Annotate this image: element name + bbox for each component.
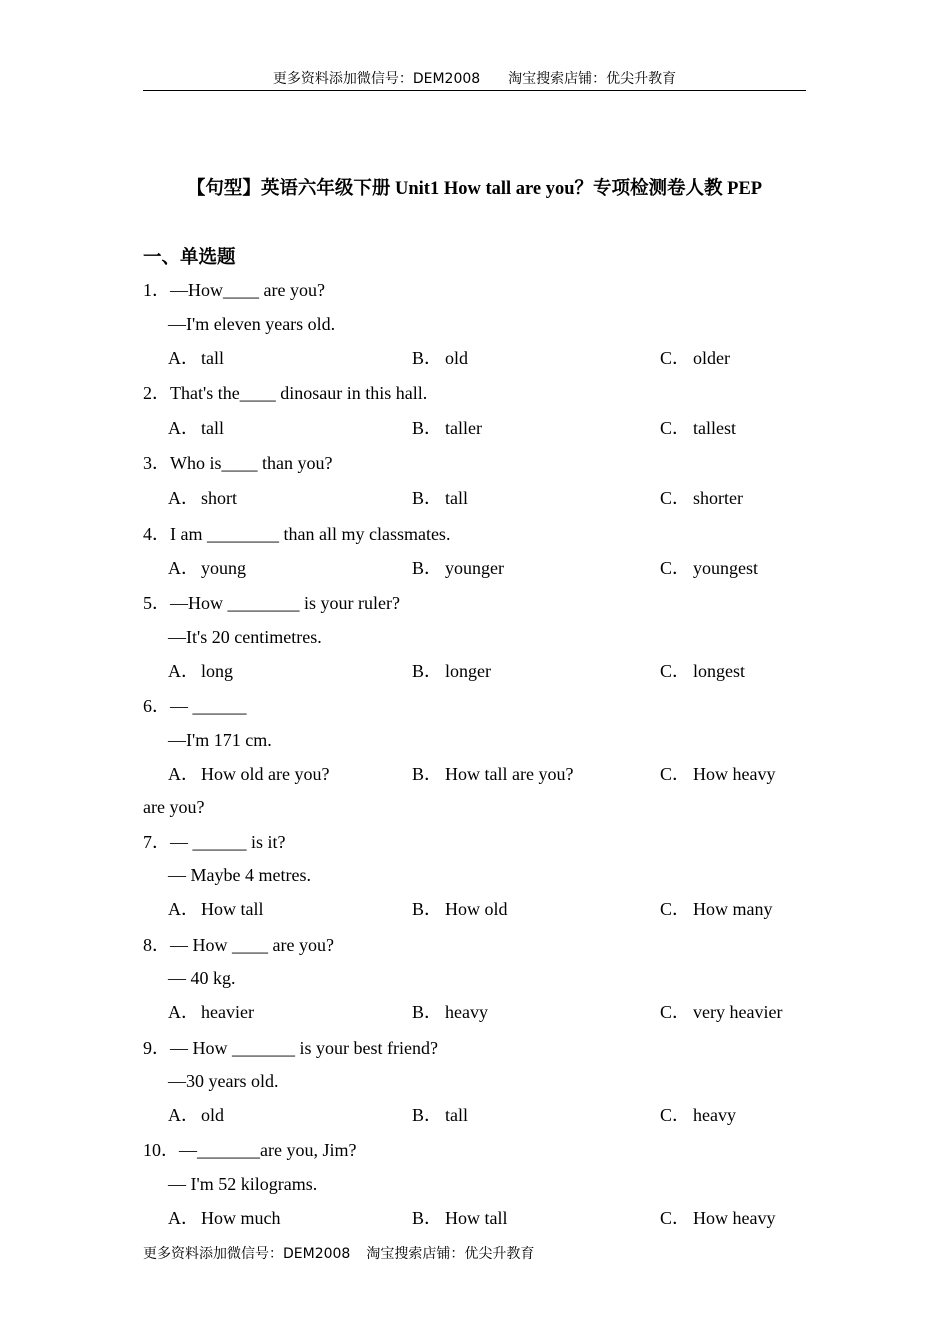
- option-text: heavier: [201, 1002, 254, 1022]
- option-letter: C．: [660, 1002, 691, 1022]
- option-c: [660, 897, 773, 921]
- option-c: [660, 486, 743, 510]
- option-letter: A．: [168, 899, 199, 919]
- question-stem: 6．— ______: [143, 696, 247, 716]
- option-text: tall: [201, 348, 224, 368]
- option-text: shorter: [693, 488, 743, 508]
- option-a: [168, 556, 246, 580]
- option-letter: C．: [660, 1208, 691, 1228]
- option-text: How tall: [201, 899, 264, 919]
- question-stem: 2．That's the____ dinosaur in this hall.: [143, 383, 428, 403]
- option-a: [168, 762, 329, 786]
- option-text: How tall: [445, 1208, 508, 1228]
- option-b: [412, 1000, 488, 1024]
- question-stem: 1．—How____ are you?: [143, 280, 325, 300]
- option-letter: C．: [660, 558, 691, 578]
- option-letter: A．: [168, 1208, 199, 1228]
- option-a: [168, 1000, 254, 1024]
- option-letter: A．: [168, 1105, 199, 1125]
- option-text: How much: [201, 1208, 281, 1228]
- option-letter: C．: [660, 1105, 691, 1125]
- question-stem: 5．—How ________ is your ruler?: [143, 593, 400, 613]
- option-c: [660, 1103, 736, 1127]
- option-text: How old are you?: [201, 764, 330, 784]
- option-a: [168, 659, 233, 683]
- option-letter: B．: [412, 661, 443, 681]
- option-letter: B．: [412, 1002, 443, 1022]
- option-text: young: [201, 558, 246, 578]
- option-letter: B．: [412, 1105, 443, 1125]
- question-dialogue: —I'm eleven years old.: [168, 314, 336, 334]
- option-text: long: [201, 661, 234, 681]
- option-text: tall: [201, 418, 224, 438]
- header-shop-text: 淘宝搜索店铺：优尖升教育: [508, 71, 677, 87]
- question-dialogue: —It's 20 centimetres.: [168, 627, 322, 647]
- option-c: [660, 1206, 775, 1230]
- option-a: [168, 486, 237, 510]
- option-text: longer: [445, 661, 491, 681]
- option-text: tallest: [693, 418, 736, 438]
- option-letter: C．: [660, 488, 691, 508]
- option-letter: B．: [412, 488, 443, 508]
- question-stem: 10．—_______are you, Jim?: [143, 1140, 357, 1160]
- option-letter: A．: [168, 661, 199, 681]
- option-b: [412, 1206, 508, 1230]
- option-text: old: [201, 1105, 225, 1125]
- option-text: tall: [445, 1105, 468, 1125]
- header-wechat-text: 更多资料添加微信号：DEM2008: [272, 71, 481, 87]
- question-dialogue: — 40 kg.: [168, 968, 236, 988]
- option-letter: B．: [412, 558, 443, 578]
- option-c: [660, 556, 758, 580]
- option-letter: C．: [660, 348, 691, 368]
- question-stem: 4．I am ________ than all my classmates.: [143, 524, 451, 544]
- option-c: [660, 1000, 782, 1024]
- option-b: [412, 556, 504, 580]
- option-text: How many: [693, 899, 773, 919]
- option-letter: B．: [412, 764, 443, 784]
- option-letter: A．: [168, 348, 199, 368]
- option-text: younger: [445, 558, 504, 578]
- option-b: [412, 897, 508, 921]
- option-letter: A．: [168, 1002, 199, 1022]
- option-text: How heavy: [693, 764, 776, 784]
- option-text: short: [201, 488, 237, 508]
- option-letter: A．: [168, 764, 199, 784]
- question-dialogue: — I'm 52 kilograms.: [168, 1174, 318, 1194]
- option-text: How old: [445, 899, 508, 919]
- option-letter: C．: [660, 661, 691, 681]
- question-dialogue: —30 years old.: [168, 1071, 279, 1091]
- footer-wechat-text: 更多资料添加微信号：DEM2008: [143, 1246, 351, 1262]
- option-letter: A．: [168, 488, 199, 508]
- option-text: taller: [445, 418, 482, 438]
- option-b: [412, 346, 468, 370]
- header-divider: [143, 90, 806, 91]
- option-a: [168, 1206, 281, 1230]
- section-heading: 一、单选题: [143, 248, 236, 268]
- option-letter: B．: [412, 418, 443, 438]
- option-text-wrap: are you?: [143, 797, 205, 817]
- option-c: [660, 416, 736, 440]
- option-b: [412, 486, 468, 510]
- option-text: How tall are you?: [445, 764, 574, 784]
- option-c: [660, 659, 745, 683]
- option-letter: B．: [412, 348, 443, 368]
- page-header: [143, 68, 806, 90]
- option-text: heavy: [445, 1002, 488, 1022]
- document-title: 【句型】英语六年级下册 Unit1 How tall are you？专项检测卷人教 PEP: [186, 179, 763, 199]
- option-text: very heavier: [693, 1002, 783, 1022]
- option-text: tall: [445, 488, 468, 508]
- option-c: [660, 346, 730, 370]
- option-letter: C．: [660, 418, 691, 438]
- option-letter: B．: [412, 1208, 443, 1228]
- option-b: [412, 416, 482, 440]
- question-dialogue: — Maybe 4 metres.: [168, 865, 311, 885]
- option-a: [168, 346, 224, 370]
- option-a: [168, 1103, 224, 1127]
- option-text: youngest: [693, 558, 758, 578]
- question-stem: 3．Who is____ than you?: [143, 453, 333, 473]
- question-stem: 9．— How _______ is your best friend?: [143, 1038, 438, 1058]
- option-text: old: [445, 348, 469, 368]
- question-stem: 8．— How ____ are you?: [143, 935, 334, 955]
- option-b: [412, 762, 573, 786]
- option-text: older: [693, 348, 730, 368]
- option-letter: C．: [660, 899, 691, 919]
- option-text: heavy: [693, 1105, 736, 1125]
- option-letter: A．: [168, 558, 199, 578]
- question-dialogue: —I'm 171 cm.: [168, 730, 272, 750]
- footer-shop-text: 淘宝搜索店铺：优尖升教育: [366, 1246, 535, 1262]
- option-a: [168, 897, 264, 921]
- option-letter: B．: [412, 899, 443, 919]
- question-stem: 7．— ______ is it?: [143, 832, 286, 852]
- option-c: [660, 762, 775, 786]
- page-footer: [143, 1243, 534, 1265]
- option-text: longest: [693, 661, 745, 681]
- option-b: [412, 1103, 468, 1127]
- option-a: [168, 416, 224, 440]
- option-letter: C．: [660, 764, 691, 784]
- option-b: [412, 659, 491, 683]
- option-text: How heavy: [693, 1208, 776, 1228]
- option-letter: A．: [168, 418, 199, 438]
